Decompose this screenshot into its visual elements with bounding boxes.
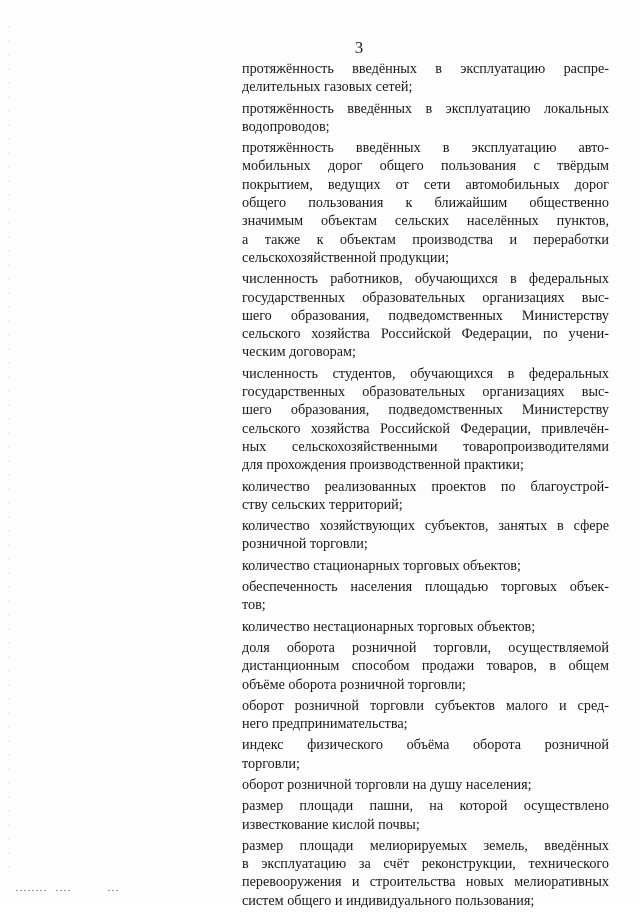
- indicator-line: протяжённость введённых в эксплуатацию распре-: [242, 61, 609, 77]
- indicator-line: сельского хозяйства Российской Федерации, привлечён-: [242, 420, 609, 437]
- indicator-line: ных сельскохозяйственными товаропроизводителями: [242, 438, 609, 455]
- indicator-line: протяжённость введённых в эксплуатацию авто-: [242, 140, 609, 157]
- indicator-item: [242, 797, 609, 834]
- indicator-line: оборот розничной торговли субъектов малого и сред-: [242, 697, 609, 714]
- indicator-line: государственных образовательных организациях выс-: [242, 384, 609, 401]
- indicator-line: размер площади пашни, на которой осуществлено: [242, 798, 609, 815]
- indicator-item: [242, 618, 609, 636]
- indicator-item: [242, 776, 609, 794]
- indicator-line: индекс физического объёма оборота розничной: [242, 737, 609, 754]
- scan-footer-artifact: [56, 890, 70, 891]
- indicator-line: размер площади мелиорируемых земель, введённых: [242, 837, 609, 854]
- indicator-item: [242, 837, 609, 910]
- indicator-line: количество стационарных торговых объектов;: [242, 557, 521, 574]
- indicator-item: [242, 736, 609, 773]
- indicator-line: него предпринимательства;: [242, 716, 408, 733]
- indicator-line: значимым объектам сельских населённых пунктов,: [242, 213, 609, 230]
- indicator-line: для прохождения производственной практики;: [242, 457, 524, 474]
- indicator-line: количество реализованных проектов по благоустрой-: [242, 478, 609, 495]
- indicator-item: [242, 639, 609, 694]
- indicator-line: водопроводов;: [242, 118, 330, 135]
- scan-footer-artifact: [108, 890, 118, 891]
- indicator-line: общего пользования к ближайшим общественно: [242, 195, 609, 212]
- indicator-line: перевооружения и строительства новых мелиоративных: [242, 874, 609, 891]
- indicator-line: сельского хозяйства Российской Федерации, по учени-: [242, 326, 609, 343]
- indicator-line: сельскохозяйственной продукции;: [242, 249, 450, 266]
- indicator-line: известкование кислой почвы;: [242, 816, 420, 833]
- indicator-line: розничной торговли;: [242, 536, 368, 553]
- indicator-line: тов;: [242, 597, 266, 614]
- indicator-item: [242, 517, 609, 554]
- indicator-line: количество хозяйствующих субъектов, занятых в сфере: [242, 518, 609, 535]
- indicator-line: дистанционным способом продажи товаров, в общем: [242, 658, 609, 675]
- indicator-line: протяжённость введённых в эксплуатацию локальных: [242, 100, 609, 117]
- indicator-line: ческим договорам;: [242, 344, 356, 361]
- indicator-line: в эксплуатацию за счёт реконструкции, технического: [242, 856, 609, 873]
- indicator-item: [242, 578, 609, 615]
- indicator-item: [242, 478, 609, 515]
- indicator-line: объёме оборота розничной торговли;: [242, 676, 466, 693]
- indicator-line: оборот розничной торговли на душу населения;: [242, 776, 532, 793]
- page-number: 3: [354, 38, 364, 57]
- indicator-list: [242, 60, 609, 913]
- indicator-line: ству сельских территорий;: [242, 496, 403, 513]
- indicator-line: обеспеченность населения площадью торговых объек-: [242, 579, 609, 596]
- indicator-line: количество нестационарных торговых объектов;: [242, 618, 536, 635]
- indicator-line: численность работников, обучающихся в федеральных: [242, 271, 609, 288]
- indicator-line: доля оборота розничной торговли, осуществляемой: [242, 639, 609, 656]
- scan-footer-artifact: [16, 890, 46, 891]
- indicator-line: государственных образовательных организациях выс-: [242, 289, 609, 306]
- indicator-line: покрытием, ведущих от сети автомобильных дорог: [242, 176, 609, 193]
- scan-margin-artifact: [8, 20, 10, 880]
- indicator-line: а также к объектам производства и переработки: [242, 231, 609, 248]
- indicator-item: [242, 100, 609, 137]
- indicator-line: делительных газовых сетей;: [242, 79, 413, 96]
- indicator-item: [242, 139, 609, 267]
- indicator-line: численность студентов, обучающихся в федеральных: [242, 365, 609, 382]
- indicator-line: шего образования, подведомственных Министерству: [242, 402, 609, 419]
- indicator-line: шего образования, подведомственных Министерству: [242, 307, 609, 324]
- indicator-line: торговли;: [242, 755, 300, 772]
- indicator-item: [242, 557, 609, 575]
- indicator-item: [242, 270, 609, 361]
- indicator-item: [242, 697, 609, 734]
- indicator-item: [242, 60, 609, 97]
- indicator-item: [242, 365, 609, 475]
- indicator-line: систем общего и индивидуального пользования;: [242, 892, 535, 909]
- indicator-line: мобильных дорог общего пользования с твёрдым: [242, 158, 609, 175]
